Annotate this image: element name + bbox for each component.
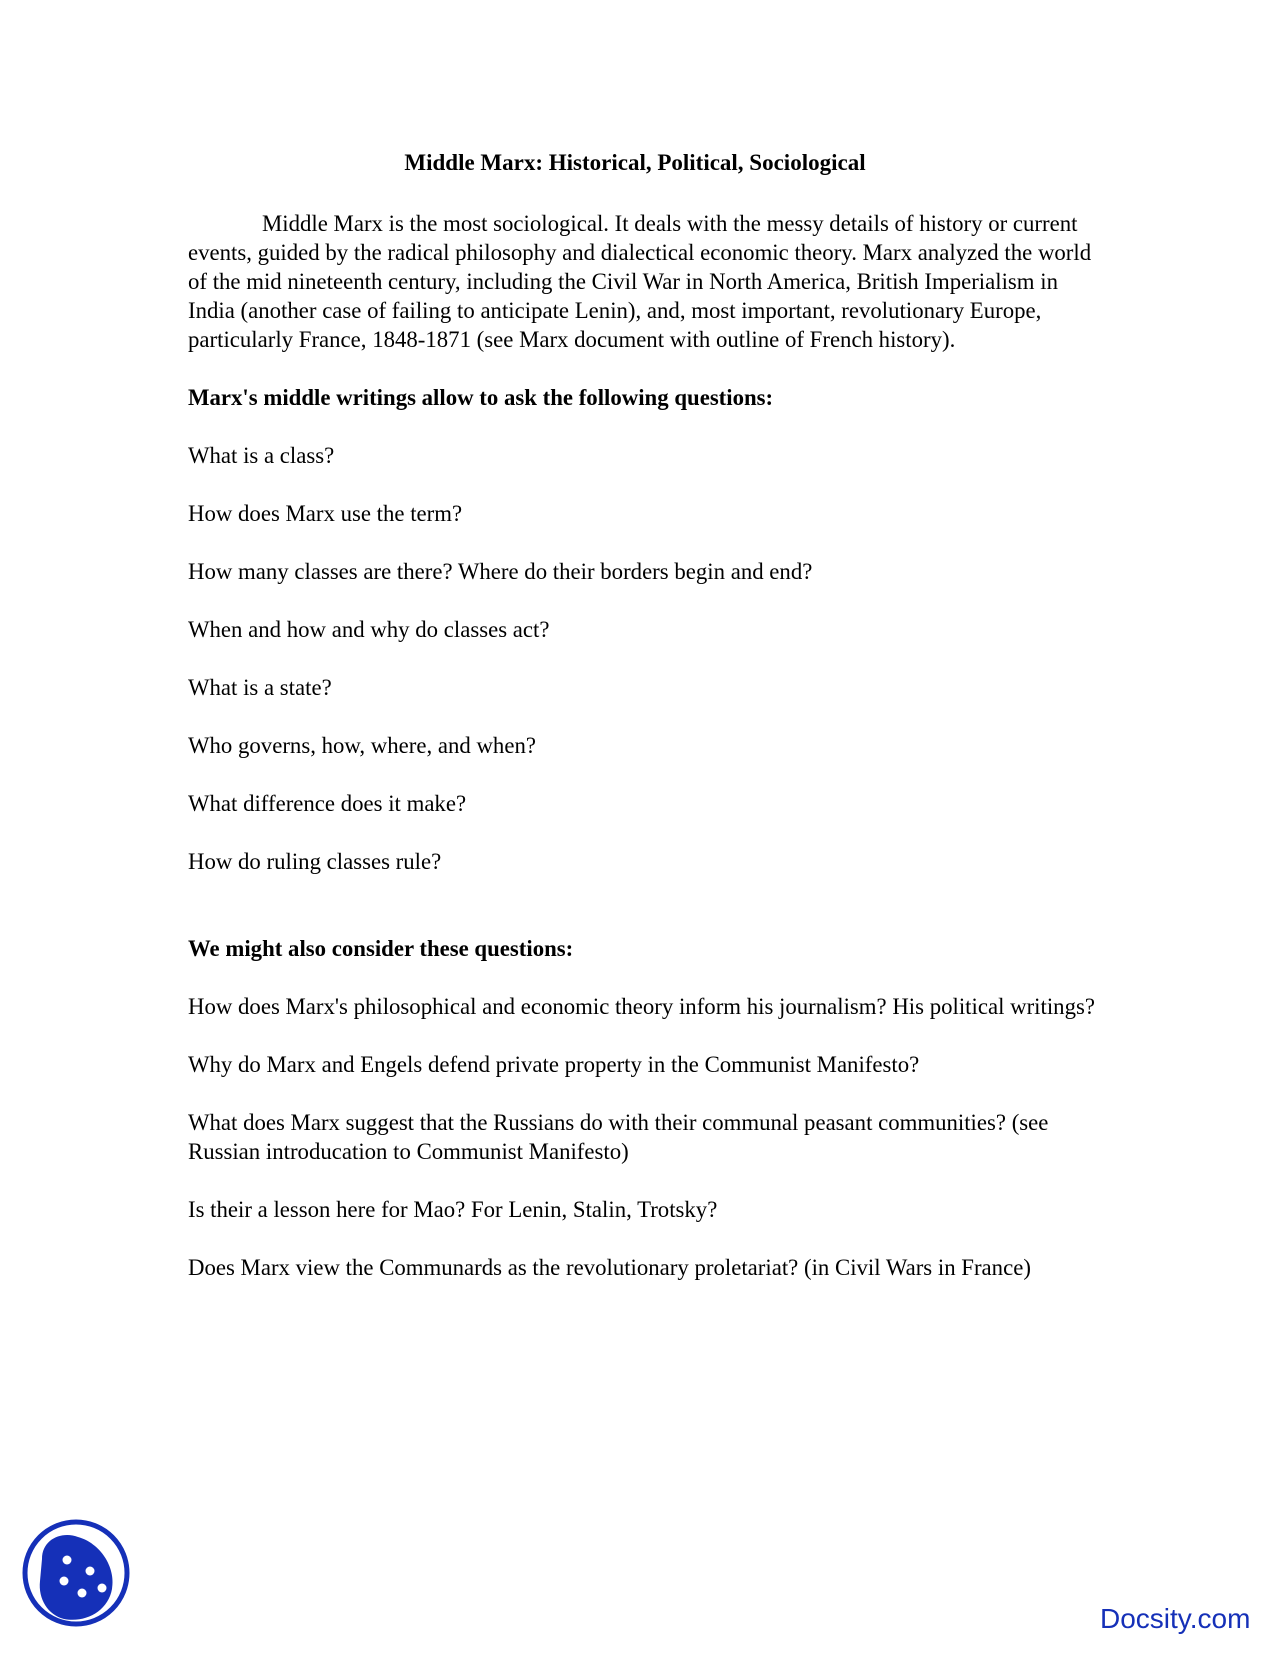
question-item: Who governs, how, where, and when? [188,733,536,758]
docsity-logo-icon[interactable] [20,1515,132,1637]
question-item: When and how and why do classes act? [188,617,550,642]
question-item: How do ruling classes rule? [188,849,442,874]
document-body [188,209,1098,1282]
question-item: Is their a lesson here for Mao? For Lenin, Stalin, Trotsky? [188,1197,718,1222]
question-item: What does Marx suggest that the Russians do with their communal peasant communities? (see Russian introducation to Communist Manifesto) [188,1110,1049,1164]
question-item: What is a state? [188,675,332,700]
question-item: Why do Marx and Engels defend private property in the Communist Manifesto? [188,1052,920,1077]
section-heading-middle-writings: Marx's middle writings allow to ask the following questions: [188,385,774,410]
section-heading-also-consider: We might also consider these questions: [188,936,574,961]
intro-paragraph: Middle Marx is the most sociological. It deals with the messy details of history or current events, guided by the radical philosophy and dialectical economic theory. Marx analyzed the world of the mid nineteenth century, including the Civil War in North America, British Imperialism in India (another case of failing to anticipate Lenin), and, most important, revolutionary Europe, particularly France, 1848-1871 (see Marx document with outline of French history). [188,211,1092,352]
document-title: Middle Marx: Historical, Political, Sociological [404,150,866,175]
question-item: How does Marx use the term? [188,501,463,526]
question-item: Does Marx view the Communards as the revolutionary proletariat? (in Civil Wars in France) [188,1255,1031,1280]
question-item: How does Marx's philosophical and economic theory inform his journalism? His political writings? [188,994,1095,1019]
question-item: How many classes are there? Where do their borders begin and end? [188,559,813,584]
question-item: What difference does it make? [188,791,467,816]
docsity-brand-link[interactable]: Docsity.com [1100,1603,1251,1634]
question-item: What is a class? [188,443,335,468]
